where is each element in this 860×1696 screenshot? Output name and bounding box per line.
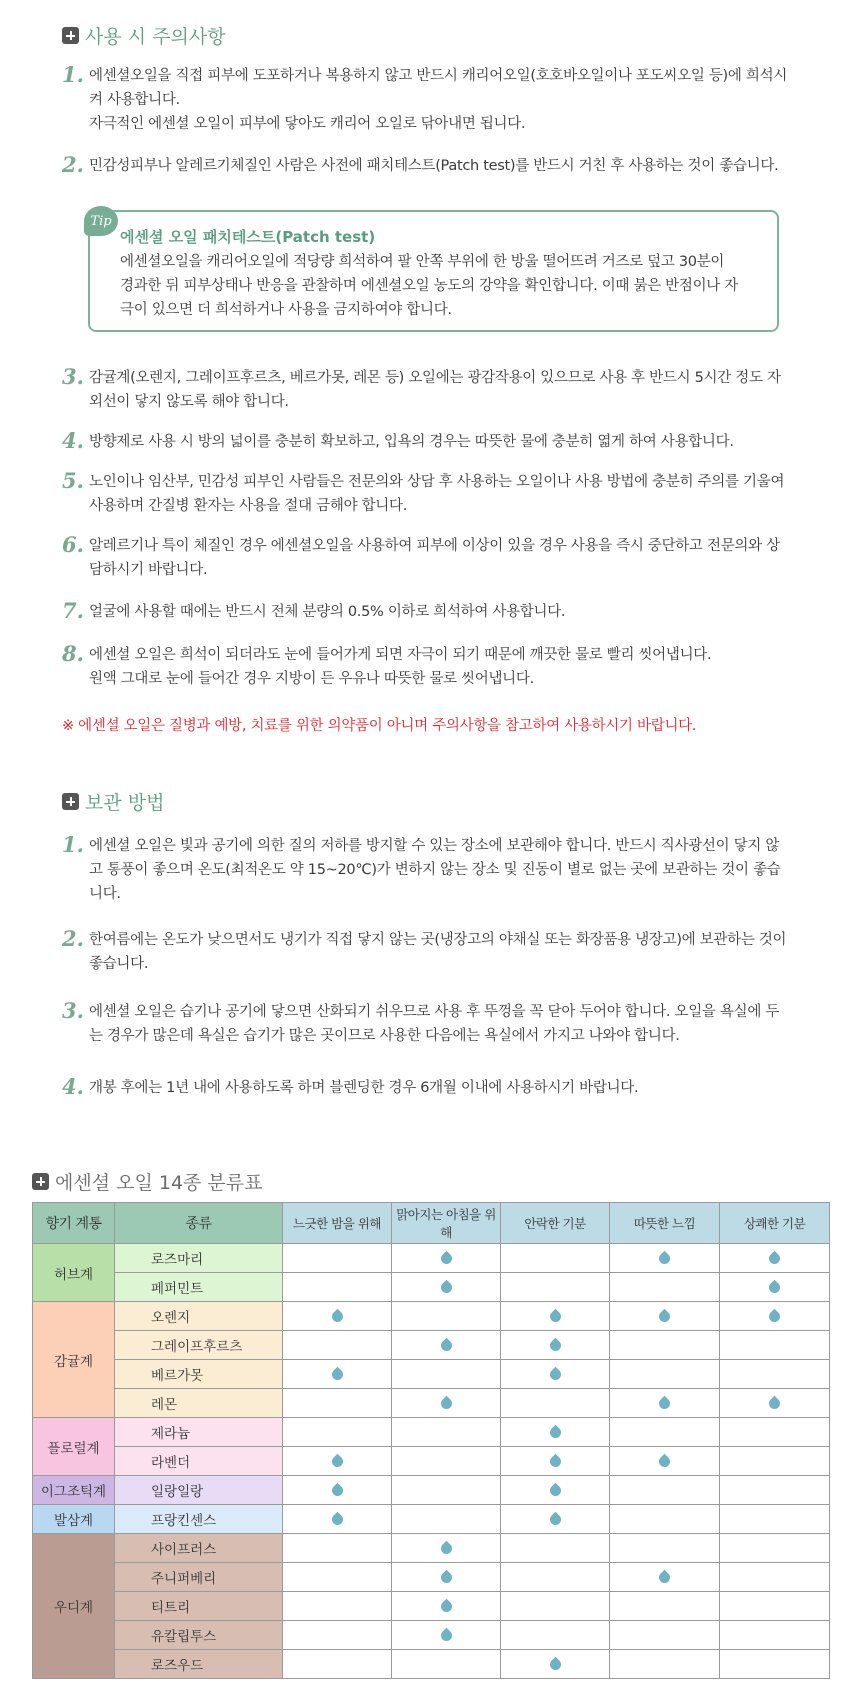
mark-cell — [610, 1621, 720, 1650]
mark-cell — [720, 1244, 830, 1273]
table-row — [33, 1244, 830, 1273]
precautions-title-text: 사용 시 주의사항 — [85, 26, 226, 48]
storage-title-text: 보관 방법 — [85, 792, 165, 814]
plus-icon — [62, 793, 79, 810]
mark-cell — [283, 1534, 392, 1563]
mark-cell — [501, 1418, 610, 1447]
mark-cell — [720, 1476, 830, 1505]
plus-icon — [62, 27, 79, 44]
oil-name-cell: 오렌지 — [115, 1302, 283, 1331]
table-row — [33, 1592, 830, 1621]
water-drop-icon — [438, 1395, 454, 1411]
mark-cell — [283, 1505, 392, 1534]
precaution-item-3: 3. 감귤계(오렌지, 그레이프후르츠, 베르가못, 레몬 등) 오일에는 광감작용이 있으므로 사용 후 반드시 5시간 정도 자외선이 닿지 않도록 해야 합니다. — [62, 366, 792, 414]
precaution-item-8: 8. 에센셜 오일은 희석이 되더라도 눈에 들어가게 되면 자극이 되기 때문에 깨끗한 물로 빨리 씻어냅니다. 원액 그대로 눈에 들어간 경우 지방이 든 우유나 따뜻한 물로 씻어냅니다. — [62, 643, 792, 691]
water-drop-icon — [767, 1395, 783, 1411]
mark-cell — [392, 1505, 501, 1534]
warning-note: ※ 에센셜 오일은 질병과 예방, 치료를 위한 의약품이 아니며 주의사항을 참고하여 사용하시기 바랍니다. — [62, 718, 697, 734]
scent-family-cell: 허브계 — [33, 1244, 115, 1302]
storage-item-2: 2. 한여름에는 온도가 낮으면서도 냉기가 직접 닿지 않는 곳(냉장고의 야채실 또는 화장품용 냉장고)에 보관하는 것이 좋습니다. — [62, 928, 792, 976]
mark-cell — [392, 1360, 501, 1389]
mark-cell — [720, 1447, 830, 1476]
mark-cell — [392, 1331, 501, 1360]
water-drop-icon — [767, 1279, 783, 1295]
table-row — [33, 1302, 830, 1331]
mark-cell — [283, 1650, 392, 1679]
mark-cell — [283, 1244, 392, 1273]
water-drop-icon — [767, 1308, 783, 1324]
classification-table — [32, 1202, 830, 1679]
oil-name-cell: 제라늄 — [115, 1418, 283, 1447]
precaution-text: 감귤계(오렌지, 그레이프후르츠, 베르가못, 레몬 등) 오일에는 광감작용이 있으므로 사용 후 반드시 5시간 정도 자외선이 닿지 않도록 해야 합니다. — [89, 370, 781, 410]
water-drop-icon — [547, 1511, 563, 1527]
header-type: 종류 — [115, 1203, 283, 1244]
precaution-text: 얼굴에 사용할 때에는 반드시 전체 분량의 0.5% 이하로 희석하여 사용합니다. — [89, 604, 566, 620]
mark-cell — [610, 1592, 720, 1621]
classification-title — [32, 1168, 262, 1195]
oil-name-cell: 로즈마리 — [115, 1244, 283, 1273]
oil-name-cell: 유칼립투스 — [115, 1621, 283, 1650]
water-drop-icon — [547, 1424, 563, 1440]
water-drop-icon — [767, 1250, 783, 1266]
oil-name-cell: 티트리 — [115, 1592, 283, 1621]
mark-cell — [610, 1331, 720, 1360]
water-drop-icon — [438, 1279, 454, 1295]
mark-cell — [501, 1621, 610, 1650]
mark-cell — [501, 1302, 610, 1331]
water-drop-icon — [657, 1395, 673, 1411]
mark-cell — [501, 1563, 610, 1592]
precaution-item-5: 5. 노인이나 임산부, 민감성 피부인 사람들은 전문의와 상담 후 사용하는 오일이나 사용 방법에 충분히 주의를 기울여 사용하며 간질병 환자는 사용을 절대 금해야 합니다. — [62, 470, 792, 518]
mark-cell — [283, 1621, 392, 1650]
mark-cell — [720, 1621, 830, 1650]
mark-cell — [610, 1505, 720, 1534]
mark-cell — [283, 1447, 392, 1476]
mark-cell — [501, 1244, 610, 1273]
mark-cell — [501, 1534, 610, 1563]
plus-icon — [32, 1173, 49, 1190]
precaution-text: 방향제로 사용 시 방의 넓이를 충분히 확보하고, 입욕의 경우는 따뜻한 물에 충분히 엷게 하여 사용합니다. — [89, 434, 734, 450]
water-drop-icon — [547, 1453, 563, 1469]
mark-cell — [392, 1476, 501, 1505]
table-row — [33, 1331, 830, 1360]
mark-cell — [720, 1273, 830, 1302]
table-row — [33, 1505, 830, 1534]
mark-cell — [501, 1476, 610, 1505]
mark-cell — [610, 1447, 720, 1476]
precaution-text: 에센셜 오일은 희석이 되더라도 눈에 들어가게 되면 자극이 되기 때문에 깨끗한 물로 빨리 씻어냅니다. 원액 그대로 눈에 들어간 경우 지방이 든 우유나 따뜻한 물로 씻어냅니다. — [89, 647, 712, 687]
oil-name-cell: 베르가못 — [115, 1360, 283, 1389]
table-header-row — [33, 1203, 830, 1244]
precaution-text: 알레르기나 특이 체질인 경우 에센셜오일을 사용하여 피부에 이상이 있을 경우 사용을 즉시 중단하고 전문의와 상담하시기 바랍니다. — [89, 538, 780, 578]
water-drop-icon — [438, 1250, 454, 1266]
header-clear-morning: 맑아지는 아침을 위해 — [392, 1203, 501, 1244]
mark-cell — [283, 1331, 392, 1360]
mark-cell — [501, 1331, 610, 1360]
storage-text: 개봉 후에는 1년 내에 사용하도록 하며 블렌딩한 경우 6개월 이내에 사용하시기 바랍니다. — [89, 1080, 639, 1096]
water-drop-icon — [329, 1511, 345, 1527]
mark-cell — [610, 1418, 720, 1447]
mark-cell — [610, 1534, 720, 1563]
mark-cell — [283, 1273, 392, 1302]
tip-body: 에센셜오일을 캐리어오일에 적당량 희석하여 팔 안쪽 부위에 한 방울 떨어뜨려 거즈로 덮고 30분이 경과한 뒤 피부상태나 반응을 관찰하며 에센셜오일 농도의 강약을 확인합니다. 이때 붉은 반점이나 자극이 있으면 더 희석하거나 사용을 금지하여야 합니다. — [120, 254, 739, 318]
table-row — [33, 1273, 830, 1302]
mark-cell — [610, 1360, 720, 1389]
precaution-item-1: 1. 에센셜오일을 직접 피부에 도포하거나 복용하지 않고 반드시 캐리어오일(호호바오일이나 포도씨오일 등)에 희석시켜 사용합니다. 자극적인 에센셜 오일이 피부에 닿아도 캐리어 오일로 닦아내면 됩니다. — [62, 64, 792, 136]
scent-family-cell: 발삼계 — [33, 1505, 115, 1534]
mark-cell — [392, 1389, 501, 1418]
water-drop-icon — [329, 1308, 345, 1324]
header-warm: 따뜻한 느낌 — [610, 1203, 720, 1244]
mark-cell — [392, 1621, 501, 1650]
mark-cell — [392, 1273, 501, 1302]
oil-name-cell: 로즈우드 — [115, 1650, 283, 1679]
oil-name-cell: 레몬 — [115, 1389, 283, 1418]
precaution-item-6: 6. 알레르기나 특이 체질인 경우 에센셜오일을 사용하여 피부에 이상이 있을 경우 사용을 즉시 중단하고 전문의와 상담하시기 바랍니다. — [62, 534, 792, 582]
mark-cell — [392, 1650, 501, 1679]
header-comfortable: 안락한 기분 — [501, 1203, 610, 1244]
mark-cell — [283, 1563, 392, 1592]
table-row — [33, 1447, 830, 1476]
table-row — [33, 1563, 830, 1592]
mark-cell — [720, 1592, 830, 1621]
mark-cell — [720, 1389, 830, 1418]
header-scent-family: 향기 계통 — [33, 1203, 115, 1244]
water-drop-icon — [329, 1453, 345, 1469]
mark-cell — [610, 1244, 720, 1273]
header-relaxing-night: 느긋한 밤을 위해 — [283, 1203, 392, 1244]
classification-title-text: 에센셜 오일 14종 분류표 — [55, 1172, 263, 1194]
water-drop-icon — [329, 1482, 345, 1498]
table-row — [33, 1534, 830, 1563]
scent-family-cell: 플로럴계 — [33, 1418, 115, 1476]
mark-cell — [610, 1302, 720, 1331]
storage-text: 한여름에는 온도가 낮으면서도 냉기가 직접 닿지 않는 곳(냉장고의 야채실 또는 화장품용 냉장고)에 보관하는 것이 좋습니다. — [89, 932, 787, 972]
table-row — [33, 1650, 830, 1679]
precautions-title — [62, 22, 226, 49]
water-drop-icon — [547, 1308, 563, 1324]
mark-cell — [392, 1592, 501, 1621]
table-body — [33, 1244, 830, 1679]
precaution-text: 노인이나 임산부, 민감성 피부인 사람들은 전문의와 상담 후 사용하는 오일이나 사용 방법에 충분히 주의를 기울여 사용하며 간질병 환자는 사용을 절대 금해야 합니다. — [89, 474, 785, 514]
scent-family-cell: 감귤계 — [33, 1302, 115, 1418]
mark-cell — [283, 1592, 392, 1621]
mark-cell — [610, 1273, 720, 1302]
mark-cell — [501, 1389, 610, 1418]
mark-cell — [392, 1302, 501, 1331]
mark-cell — [392, 1418, 501, 1447]
storage-text: 에센셜 오일은 습기나 공기에 닿으면 산화되기 쉬우므로 사용 후 뚜껑을 꼭 닫아 두어야 합니다. 오일을 욕실에 두는 경우가 많은데 욕실은 습기가 많은 곳이므로 사용한 다음에는 욕실에서 가지고 나와야 합니다. — [89, 1004, 780, 1044]
mark-cell — [501, 1447, 610, 1476]
mark-cell — [283, 1476, 392, 1505]
mark-cell — [392, 1563, 501, 1592]
table-row — [33, 1418, 830, 1447]
oil-name-cell: 사이프러스 — [115, 1534, 283, 1563]
mark-cell — [392, 1244, 501, 1273]
water-drop-icon — [657, 1453, 673, 1469]
scent-family-cell: 이그조틱계 — [33, 1476, 115, 1505]
table-row — [33, 1360, 830, 1389]
storage-title — [62, 788, 164, 815]
water-drop-icon — [547, 1366, 563, 1382]
patch-test-tip — [88, 210, 779, 332]
water-drop-icon — [547, 1482, 563, 1498]
water-drop-icon — [438, 1627, 454, 1643]
oil-name-cell: 라벤더 — [115, 1447, 283, 1476]
table-row — [33, 1621, 830, 1650]
oil-name-cell: 프랑킨센스 — [115, 1505, 283, 1534]
mark-cell — [610, 1476, 720, 1505]
precaution-text: 민감성피부나 알레르기체질인 사람은 사전에 패치테스트(Patch test)를 반드시 거친 후 사용하는 것이 좋습니다. — [89, 158, 779, 174]
precaution-item-2: 2. 민감성피부나 알레르기체질인 사람은 사전에 패치테스트(Patch test)를 반드시 거친 후 사용하는 것이 좋습니다. — [62, 152, 779, 177]
oil-name-cell: 주니퍼베리 — [115, 1563, 283, 1592]
mark-cell — [720, 1418, 830, 1447]
oil-name-cell: 일랑일랑 — [115, 1476, 283, 1505]
mark-cell — [720, 1505, 830, 1534]
mark-cell — [392, 1447, 501, 1476]
water-drop-icon — [657, 1569, 673, 1585]
precaution-item-7: 7. 얼굴에 사용할 때에는 반드시 전체 분량의 0.5% 이하로 희석하여 사용합니다. — [62, 598, 566, 623]
mark-cell — [720, 1650, 830, 1679]
mark-cell — [501, 1650, 610, 1679]
storage-item-4: 4. 개봉 후에는 1년 내에 사용하도록 하며 블렌딩한 경우 6개월 이내에 사용하시기 바랍니다. — [62, 1074, 639, 1099]
mark-cell — [283, 1418, 392, 1447]
mark-cell — [283, 1389, 392, 1418]
water-drop-icon — [657, 1250, 673, 1266]
mark-cell — [720, 1331, 830, 1360]
water-drop-icon — [547, 1337, 563, 1353]
mark-cell — [720, 1302, 830, 1331]
storage-text: 에센셜 오일은 빛과 공기에 의한 질의 저하를 방지할 수 있는 장소에 보관해야 합니다. 반드시 직사광선이 닿지 않고 통풍이 좋으며 온도(최적온도 약 15~20℃)가 변하지 않는 장소 및 진동이 별로 없는 곳에 보관하는 것이 좋습니다. — [89, 838, 781, 902]
water-drop-icon — [438, 1569, 454, 1585]
mark-cell — [283, 1360, 392, 1389]
tip-title: 에센셜 오일 패치테스트(Patch test) — [120, 228, 376, 246]
water-drop-icon — [438, 1540, 454, 1556]
mark-cell — [720, 1534, 830, 1563]
water-drop-icon — [547, 1656, 563, 1672]
header-refreshing: 상쾌한 기분 — [720, 1203, 830, 1244]
scent-family-cell: 우디계 — [33, 1534, 115, 1679]
mark-cell — [501, 1592, 610, 1621]
tip-badge: Tip — [84, 206, 118, 236]
mark-cell — [392, 1534, 501, 1563]
oil-name-cell: 페퍼민트 — [115, 1273, 283, 1302]
mark-cell — [501, 1360, 610, 1389]
mark-cell — [501, 1505, 610, 1534]
precaution-text: 에센셜오일을 직접 피부에 도포하거나 복용하지 않고 반드시 캐리어오일(호호바오일이나 포도씨오일 등)에 희석시켜 사용합니다. 자극적인 에센셜 오일이 피부에 닿아도 캐리어 오일로 닦아내면 됩니다. — [89, 68, 788, 132]
water-drop-icon — [329, 1366, 345, 1382]
mark-cell — [610, 1650, 720, 1679]
oil-name-cell: 그레이프후르츠 — [115, 1331, 283, 1360]
storage-item-3: 3. 에센셜 오일은 습기나 공기에 닿으면 산화되기 쉬우므로 사용 후 뚜껑을 꼭 닫아 두어야 합니다. 오일을 욕실에 두는 경우가 많은데 욕실은 습기가 많은 곳이므로 사용한 다음에는 욕실에서 가지고 나와야 합니다. — [62, 1000, 792, 1048]
water-drop-icon — [657, 1308, 673, 1324]
mark-cell — [720, 1360, 830, 1389]
table-row — [33, 1389, 830, 1418]
mark-cell — [501, 1273, 610, 1302]
table-row — [33, 1476, 830, 1505]
mark-cell — [610, 1389, 720, 1418]
storage-item-1: 1. 에센셜 오일은 빛과 공기에 의한 질의 저하를 방지할 수 있는 장소에 보관해야 합니다. 반드시 직사광선이 닿지 않고 통풍이 좋으며 온도(최적온도 약 15~20℃)가 변하지 않는 장소 및 진동이 별로 없는 곳에 보관하는 것이 좋습니다. — [62, 834, 792, 906]
precaution-item-4: 4. 방향제로 사용 시 방의 넓이를 충분히 확보하고, 입욕의 경우는 따뜻한 물에 충분히 엷게 하여 사용합니다. — [62, 428, 734, 453]
water-drop-icon — [438, 1598, 454, 1614]
mark-cell — [283, 1302, 392, 1331]
mark-cell — [720, 1563, 830, 1592]
mark-cell — [610, 1563, 720, 1592]
water-drop-icon — [438, 1337, 454, 1353]
